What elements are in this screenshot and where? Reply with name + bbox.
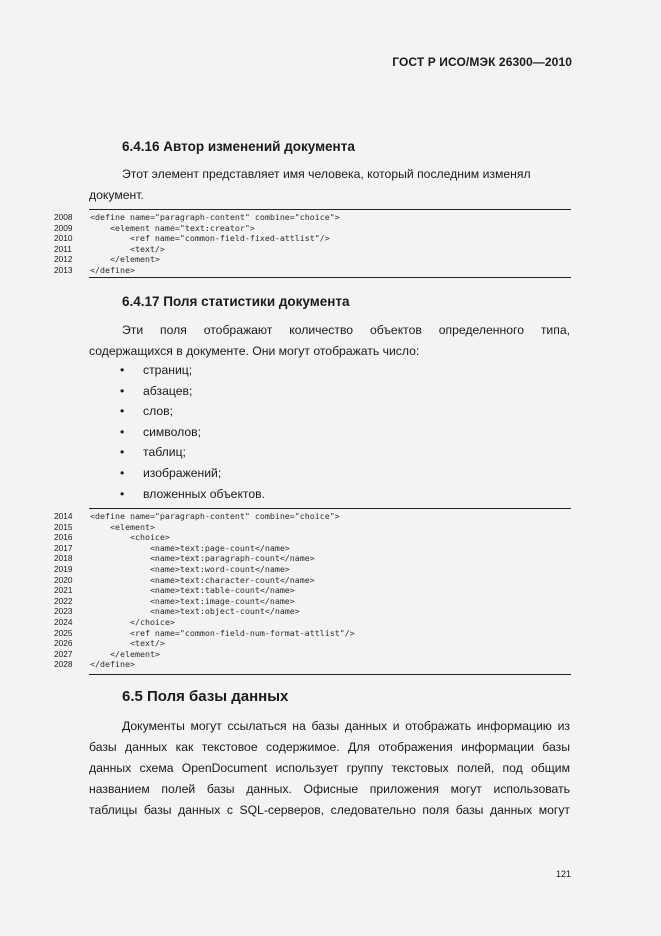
list-item-text: вложенных объектов. <box>143 486 266 501</box>
list-item <box>120 484 265 505</box>
code-rule-bottom-1 <box>89 277 571 278</box>
list-item-text: слов; <box>143 404 173 419</box>
page-number: 121 <box>555 869 571 879</box>
code-line-number: 2021 <box>54 585 73 596</box>
code-rule-top-1 <box>89 209 571 210</box>
bullet-icon: • <box>120 363 125 377</box>
code-line <box>54 606 574 617</box>
code-line <box>54 265 574 276</box>
bullet-icon: • <box>120 486 125 501</box>
code-line-text: </choice> <box>90 616 175 627</box>
standard-header: ГОСТ Р ИСО/МЭК 26300—2010 <box>392 55 572 69</box>
code-line-number: 2020 <box>54 574 73 585</box>
code-line <box>54 212 574 223</box>
code-line-text: <choice> <box>90 532 170 543</box>
code-line <box>54 543 574 554</box>
code-line-number: 2027 <box>54 648 73 659</box>
section-6-4-16-text-line2: документ. <box>89 188 144 202</box>
section-6-5-line-4: названием полей базы данных. Офисные приложения могут использовать <box>89 782 570 796</box>
list-item-text: страниц; <box>143 363 193 377</box>
list-item <box>120 360 265 381</box>
code-line-number: 2019 <box>54 563 73 574</box>
section-6-5-line-2: базы данных как текстовое содержимое. Для отображения информации базы <box>89 740 570 754</box>
code-line-text: <name>text:table-count</name> <box>90 585 295 596</box>
code-line-text: <name>text:paragraph-count</name> <box>90 553 315 564</box>
code-line-text: <name>text:character-count</name> <box>90 574 315 585</box>
code-line-text: <name>text:image-count</name> <box>90 595 295 606</box>
code-rule-top-2 <box>89 508 571 509</box>
code-line-text: </element> <box>90 648 160 659</box>
code-rule-bottom-2 <box>89 674 571 675</box>
code-line-number: 2016 <box>54 532 73 543</box>
code-line <box>54 244 574 255</box>
code-line-number: 2012 <box>54 254 73 265</box>
code-line <box>54 223 574 234</box>
bullet-icon: • <box>120 445 125 460</box>
code-line-number: 2009 <box>54 222 73 233</box>
list-item <box>120 442 265 463</box>
code-line-text: <name>text:page-count</name> <box>90 542 290 553</box>
code-line-number: 2018 <box>54 553 73 564</box>
code-line <box>54 575 574 586</box>
code-line <box>54 564 574 575</box>
code-line <box>54 659 574 670</box>
statistics-list <box>120 360 265 504</box>
code-line-number: 2008 <box>54 212 73 222</box>
code-line-number: 2023 <box>54 606 73 617</box>
code-line <box>54 522 574 533</box>
section-6-4-16-title: 6.4.16 Автор изменений документа <box>122 139 355 154</box>
code-line <box>54 649 574 660</box>
code-line-text: <text/> <box>90 243 165 254</box>
code-line-number: 2015 <box>54 521 73 532</box>
bullet-icon: • <box>120 383 125 398</box>
code-line-text: <define name="paragraph-content" combine="choice"> <box>90 212 340 222</box>
code-line-number: 2017 <box>54 542 73 553</box>
code-line-number: 2013 <box>54 264 73 275</box>
list-item <box>120 463 265 484</box>
code-line <box>54 617 574 628</box>
bullet-icon: • <box>120 424 125 439</box>
code-listing-2 <box>54 511 574 670</box>
code-line <box>54 254 574 265</box>
bullet-icon: • <box>120 465 125 480</box>
code-line <box>54 585 574 596</box>
section-6-5-title: 6.5 Поля базы данных <box>122 688 289 705</box>
code-line-text: <name>text:object-count</name> <box>90 606 300 617</box>
code-line-number: 2014 <box>54 511 73 521</box>
list-item-text: таблиц; <box>143 445 186 460</box>
code-line-text: </define> <box>90 659 135 670</box>
code-line <box>54 638 574 649</box>
code-line-text: <ref name="common-field-num-format-attlist"/> <box>90 627 355 638</box>
code-listing-1 <box>54 212 574 276</box>
section-6-4-17-text-line2: содержащихся в документе. Они могут отображать число: <box>89 344 420 358</box>
code-line-number: 2026 <box>54 638 73 649</box>
list-item-text: абзацев; <box>143 383 193 398</box>
section-6-5-line-3: данных схема OpenDocument использует группу текстовых полей, под общим <box>89 761 570 775</box>
list-item-text: символов; <box>143 424 202 439</box>
section-6-4-16-text-line1: Этот элемент представляет имя человека, который последним изменял <box>122 167 531 181</box>
code-line-number: 2028 <box>54 659 73 670</box>
code-line <box>54 511 574 522</box>
list-item <box>120 381 265 402</box>
code-line-text: </define> <box>90 264 135 275</box>
bullet-icon: • <box>120 404 125 419</box>
section-6-5-line-5: таблицы базы данных с SQL-серверов, следовательно поля базы данных могут <box>89 803 570 817</box>
code-line-number: 2025 <box>54 627 73 638</box>
code-line-text: <define name="paragraph-content" combine="choice"> <box>90 511 340 521</box>
code-line-number: 2022 <box>54 595 73 606</box>
list-item-text: изображений; <box>143 465 222 480</box>
code-line-number: 2010 <box>54 233 73 244</box>
code-line <box>54 233 574 244</box>
code-line-text: </element> <box>90 254 160 265</box>
code-line-number: 2011 <box>54 243 72 254</box>
code-line <box>54 628 574 639</box>
list-item <box>120 401 265 422</box>
code-line-number: 2024 <box>54 616 73 627</box>
code-line <box>54 596 574 607</box>
section-6-5-line-1: Документы могут ссылаться на базы данных и отображать информацию из <box>122 719 570 733</box>
code-line <box>54 532 574 543</box>
code-line-text: <name>text:word-count</name> <box>90 563 290 574</box>
code-line-text: <element> <box>90 521 155 532</box>
code-line <box>54 553 574 564</box>
section-6-4-17-text-line1: Эти поля отображают количество объектов определенного типа, <box>122 323 570 337</box>
code-line-text: <text/> <box>90 638 165 649</box>
code-line-text: <element name="text:creator"> <box>90 222 255 233</box>
list-item <box>120 422 265 443</box>
section-6-4-17-title: 6.4.17 Поля статистики документа <box>122 294 350 309</box>
code-line-text: <ref name="common-field-fixed-attlist"/> <box>90 233 330 244</box>
